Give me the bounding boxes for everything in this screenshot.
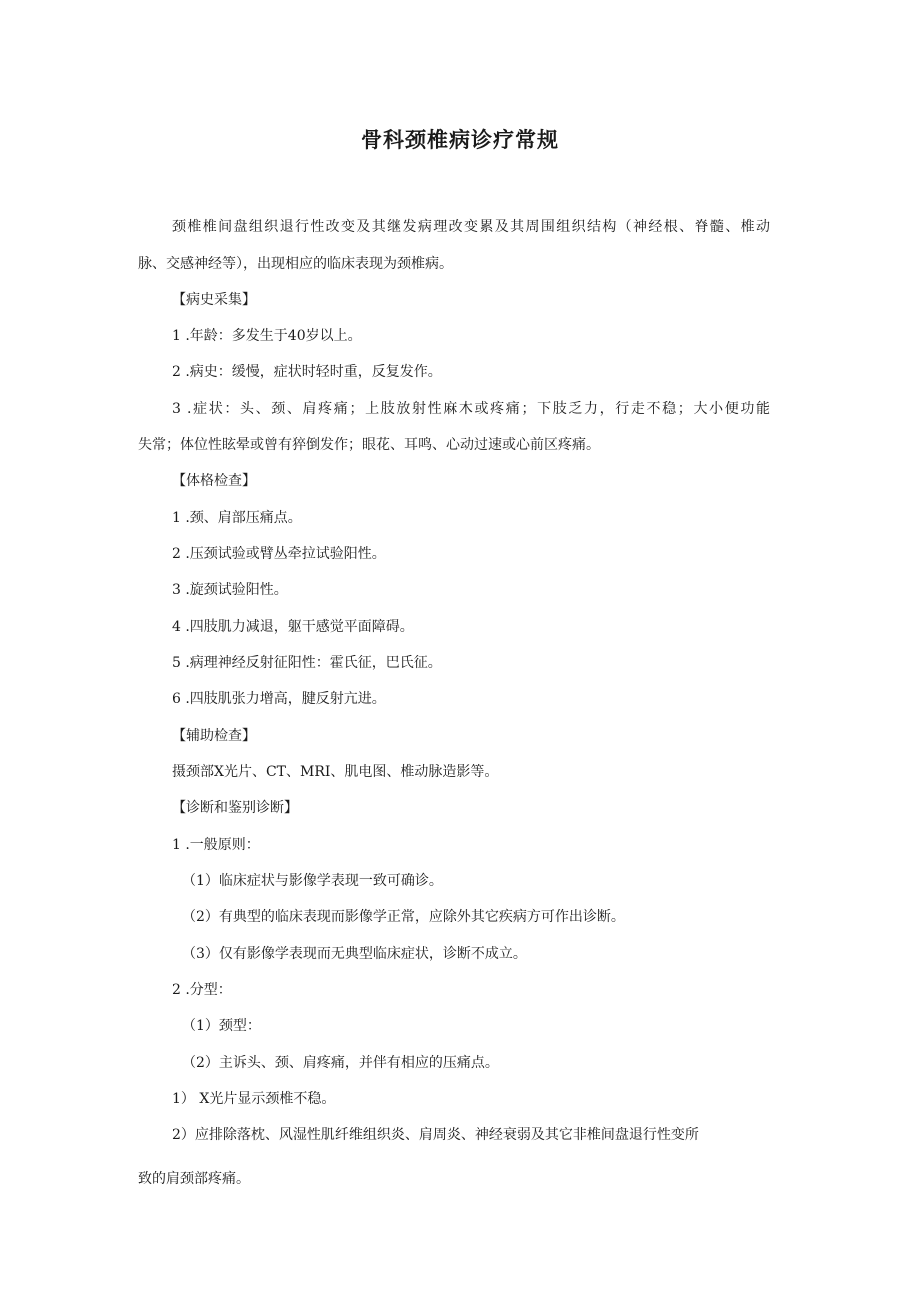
exam-item-5: 5 .病理神经反射征阳性：霍氏征，巴氏征。 [172,655,442,671]
diagnosis-sub-2: （2）有典型的临床表现而影像学正常，应除外其它疾病方可作出诊断。 [182,909,625,925]
diagnosis-sub-3: （3）仅有影像学表现而无典型临床症状，诊断不成立。 [182,946,527,962]
diagnosis-point-2-line-1: 2）应排除落枕、风湿性肌纤维组织炎、肩周炎、神经衰弱及其它非椎间盘退行性变所 [172,1127,699,1143]
history-item-3-line-2: 失常；体位性眩晕或曾有猝倒发作；眼花、耳鸣、心动过速或心前区疼痛。 [138,437,600,453]
exam-item-4: 4 .四肢肌力减退，躯干感觉平面障碍。 [172,619,414,635]
diagnosis-item-1: 1 .一般原则： [172,837,260,853]
section-heading-exam: 【体格检查】 [172,473,256,489]
diagnosis-type-1: （1）颈型： [182,1018,261,1034]
exam-item-2: 2 .压颈试验或臂丛牵拉试验阳性。 [172,546,386,562]
diagnosis-point-1: 1） X光片显示颈椎不稳。 [172,1091,336,1107]
diagnosis-sub-1: （1）临床症状与影像学表现一致可确诊。 [182,873,443,889]
exam-item-3: 3 .旋颈试验阳性。 [172,582,288,598]
exam-item-1: 1 .颈、肩部压痛点。 [172,510,302,526]
aux-text: 摄颈部X光片、CT、MRI、肌电图、椎动脉造影等。 [172,764,499,780]
diagnosis-point-2-line-2: 致的肩颈部疼痛。 [138,1171,250,1187]
diagnosis-item-2: 2 .分型： [172,982,232,998]
history-item-2: 2 .病史：缓慢，症状时轻时重，反复发作。 [172,364,442,380]
history-item-3-line-1: 3 .症状：头、颈、肩疼痛；上肢放射性麻木或疼痛；下肢乏力，行走不稳；大小便功能 [172,401,770,417]
document-title: 骨科颈椎病诊疗常规 [361,128,559,152]
section-heading-aux: 【辅助检查】 [172,728,256,744]
history-item-1: 1 .年龄：多发生于40岁以上。 [172,328,362,344]
section-heading-history: 【病史采集】 [172,292,256,308]
diagnosis-type-2: （2）主诉头、颈、肩疼痛，并伴有相应的压痛点。 [182,1055,499,1071]
section-heading-diagnosis: 【诊断和鉴别诊断】 [172,800,298,816]
exam-item-6: 6 .四肢肌张力增高，腱反射亢进。 [172,691,386,707]
intro-line-2: 脉、交感神经等），出现相应的临床表现为颈椎病。 [138,256,453,272]
intro-line-1: 颈椎椎间盘组织退行性改变及其继发病理改变累及其周围组织结构（神经根、脊髓、椎动 [172,219,770,235]
